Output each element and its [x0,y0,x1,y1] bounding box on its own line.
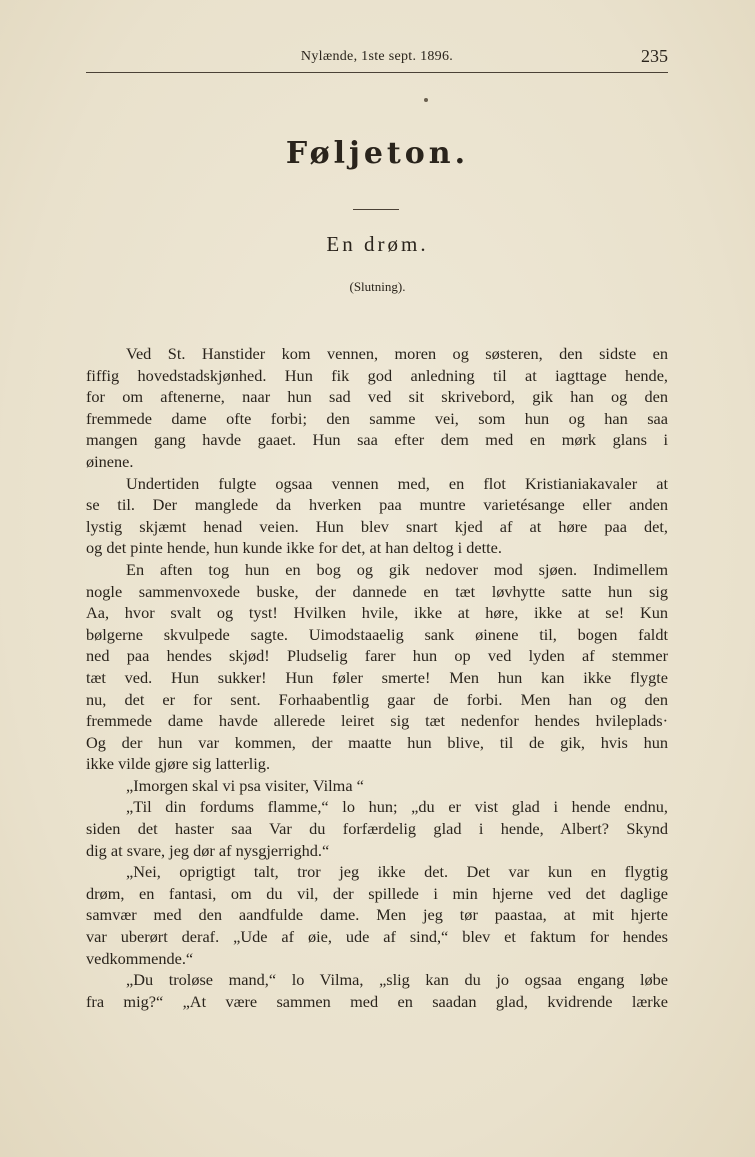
text-line: fra mig?“ „At være sammen med en saadan glad, kvidrende lærke [86,991,668,1011]
text-line: „Imorgen skal vi psa visiter, Vilma “ [126,775,364,795]
text-line: mangen gang havde gaaet. Hun saa efter dem med en mørk glans i [86,430,668,450]
story-title: En drøm. [326,232,429,256]
page-number: 235 [641,46,668,66]
text-line: Undertiden fulgte ogsaa vennen med, en flot Kristianiakavaler at [126,473,668,493]
text-line: „Du troløse mand,“ lo Vilma, „slig kan du jo ogsaa engang løbe [126,970,668,990]
section-title: Føljeton. [285,136,470,171]
text-line: og det pinte hende, hun kunde ikke for det, at han deltog i dette. [86,538,502,558]
text-line: nogle sammenvoxede buske, der dannede en tæt løvhytte satte hun sig [86,581,668,601]
text-line: Ved St. Hanstider kom vennen, moren og søsteren, den sidste en [126,344,668,363]
text-line: dig at svare, jeg dør af nysgjerrighd.“ [86,840,330,860]
text-line: Aa, hvor svalt og tyst! Hvilken hvile, ikke at høre, ikke at se! Kun [86,603,668,623]
text-line: vedkommende.“ [86,948,194,968]
print-speck [424,98,428,102]
text-line: „Nei, oprigtigt talt, tror jeg ikke det. Det var kun en flygtig [126,862,668,882]
text-line: fiffig hovedstadskjønhed. Hun fik god anledning til at iagttage hende, [86,365,668,385]
text-line: ned paa hendes skjød! Pludselig farer hun op ved lyden af stemmer [86,646,668,666]
text-line: tæt ved. Hun sukker! Hun føler smerte! Men hun kan ikke flygte [86,667,668,687]
page-header [86,46,668,70]
text-line: ikke vilde gjøre sig latterlig. [86,754,271,774]
text-line: siden det haster saa Var du forfærdelig glad i hende, Albert? Skynd [86,819,668,839]
article-body [86,343,668,1012]
text-line: øinene. [86,451,134,471]
text-line: fremmede dame ofte forbi; den samme vei, som hun og han saa [86,408,668,428]
running-head: Nylænde, 1ste sept. 1896. [300,49,454,64]
text-line: samvær med den aandfulde dame. Men jeg tør paastaa, at mit hjerte [86,905,668,925]
text-line: var uberørt deraf. „Ude af øie, ude af sind,“ blev et faktum for hendes [86,927,668,947]
title-rule [353,209,399,210]
text-line: Og der hun var kommen, der maatte hun blive, til de gik, hvis hun [86,732,668,752]
text-line: drøm, en fantasi, om du vil, der spillede i min hjerne ved det daglige [86,883,668,903]
text-line: nu, det er for sent. Forhaabentlig gaar de forbi. Men han og den [86,689,668,709]
story-subtitle: (Slutning). [349,279,406,294]
text-line: lystig skjæmt henad veien. Hun blev snart kjed af at høre paa det, [86,516,668,536]
text-line: fremmede dame havde allerede leiret sig tæt nedenfor hendes hvileplads· [86,711,668,731]
text-line: bølgerne skvulpede sagte. Uimodstaaelig sank øinene til, bogen faldt [86,624,668,644]
header-rule [86,72,668,73]
text-line: for om aftenerne, naar hun sad ved sit skrivebord, gik han og den [86,387,668,407]
text-line: „Til din fordums flamme,“ lo hun; „du er vist glad i hende endnu, [126,797,668,817]
text-line: se til. Der manglede da hverken paa muntre varietésange eller anden [86,495,668,515]
text-line: En aften tog hun en bog og gik nedover mod sjøen. Indimellem [126,559,668,579]
